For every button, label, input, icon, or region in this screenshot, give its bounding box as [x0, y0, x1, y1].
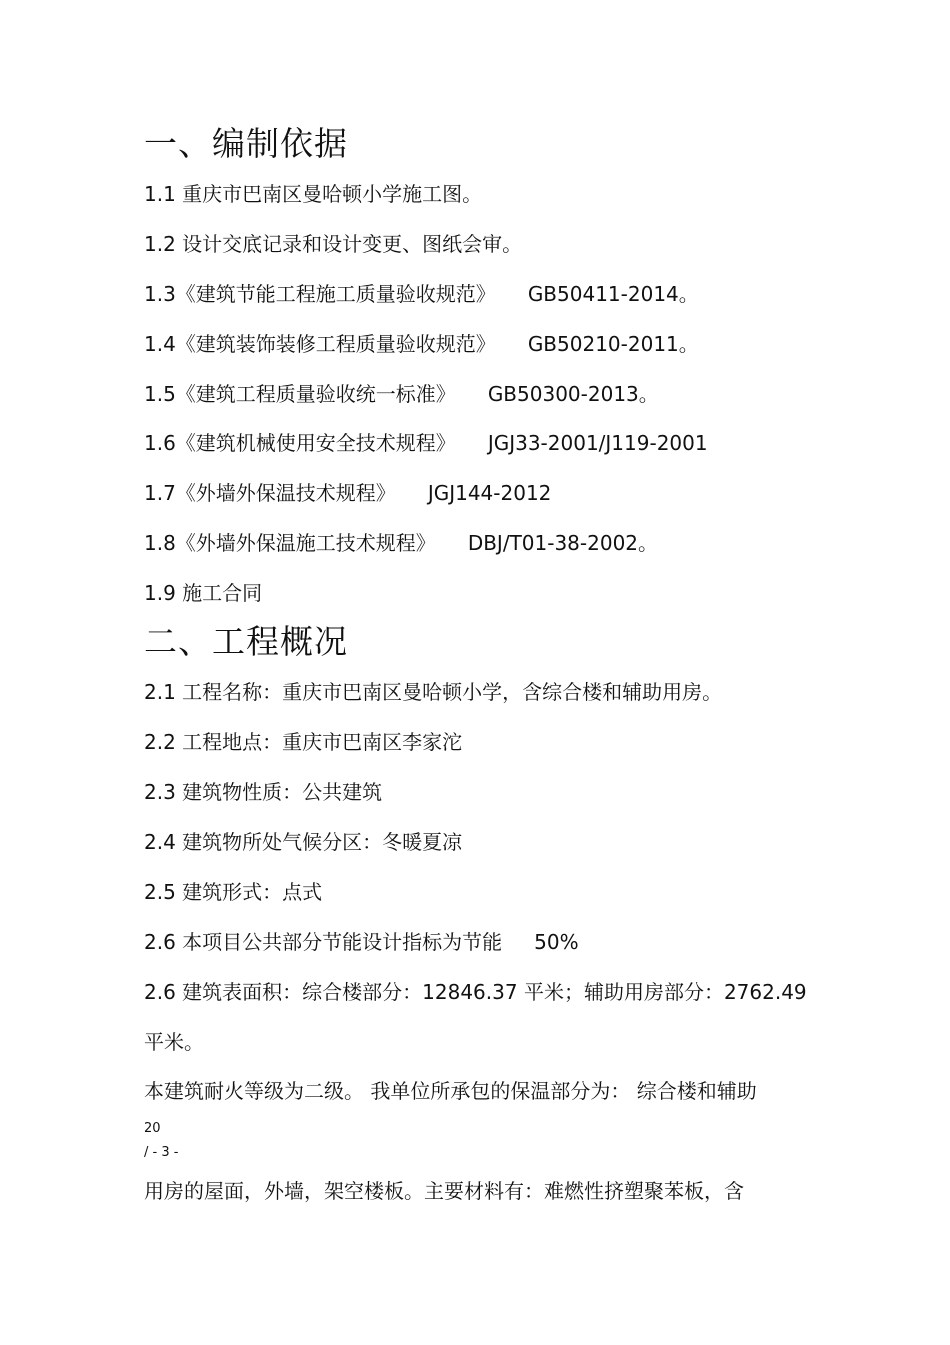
list-item	[144, 779, 382, 805]
item-text: 2.5 建筑形式：点式	[144, 880, 323, 904]
page-number: / - 3 -	[144, 1145, 179, 1160]
item-text: 平米。	[144, 1030, 204, 1054]
section2-heading: 二、工程概况	[144, 622, 348, 661]
item-code: JGJ144-2012	[427, 481, 552, 505]
item-text: 1.6《建筑机械使用安全技术规程》	[144, 431, 456, 455]
list-item	[144, 331, 699, 357]
list-item	[144, 181, 482, 207]
item-code: DBJ/T01-38-2002。	[467, 531, 659, 555]
item-code: GB50300-2013。	[487, 382, 659, 406]
list-item	[144, 879, 322, 905]
list-item	[144, 929, 579, 955]
item-text: 2.6 建筑表面积：综合楼部分：12846.37 平米；辅助用房部分：2762.49	[144, 980, 807, 1004]
list-item	[144, 430, 708, 456]
continuation-text: 用房的屋面，外墙，架空楼板。主要材料有：难燃性挤塑聚苯板，含	[144, 1179, 744, 1203]
item-text: 1.1 重庆市巴南区曼哈顿小学施工图。	[144, 182, 483, 206]
list-item	[144, 580, 262, 606]
list-item	[144, 829, 462, 855]
section1-heading: 一、编制依据	[144, 124, 348, 163]
item-code: GB50210-2011。	[527, 332, 699, 356]
item-text: 2.4 建筑物所处气候分区：冬暖夏凉	[144, 830, 463, 854]
item-text: 1.5《建筑工程质量验收统一标准》	[144, 382, 456, 406]
item-text: 2.3 建筑物性质：公共建筑	[144, 780, 383, 804]
item-text: 1.3《建筑节能工程施工质量验收规范》	[144, 282, 496, 306]
item-text: 2.2 工程地点：重庆市巴南区李家沱	[144, 730, 463, 754]
item-code: 50%	[534, 930, 579, 954]
item-text: 1.8《外墙外保温施工技术规程》	[144, 531, 436, 555]
list-item	[144, 679, 722, 705]
item-code: GB50411-2014。	[527, 282, 699, 306]
item-text: 2.6 本项目公共部分节能设计指标为节能	[144, 930, 503, 954]
list-item	[144, 381, 659, 407]
footer-number: 20	[144, 1121, 161, 1136]
item-text: 1.7《外墙外保温技术规程》	[144, 481, 396, 505]
list-item	[144, 530, 658, 556]
list-item	[144, 281, 699, 307]
item-text: 1.4《建筑装饰装修工程质量验收规范》	[144, 332, 496, 356]
item-code: JGJ33-2001/J119-2001	[487, 431, 708, 455]
item-text: 本建筑耐火等级为二级。 我单位所承包的保温部分为： 综合楼和辅助	[144, 1079, 757, 1103]
list-item	[144, 1029, 204, 1055]
item-text: 2.1 工程名称：重庆市巴南区曼哈顿小学，含综合楼和辅助用房。	[144, 680, 723, 704]
item-text: 1.9 施工合同	[144, 581, 263, 605]
list-item	[144, 979, 807, 1005]
list-item	[144, 1078, 757, 1104]
list-item	[144, 729, 462, 755]
list-item	[144, 480, 551, 506]
list-item	[144, 231, 522, 257]
item-text: 1.2 设计交底记录和设计变更、图纸会审。	[144, 232, 523, 256]
